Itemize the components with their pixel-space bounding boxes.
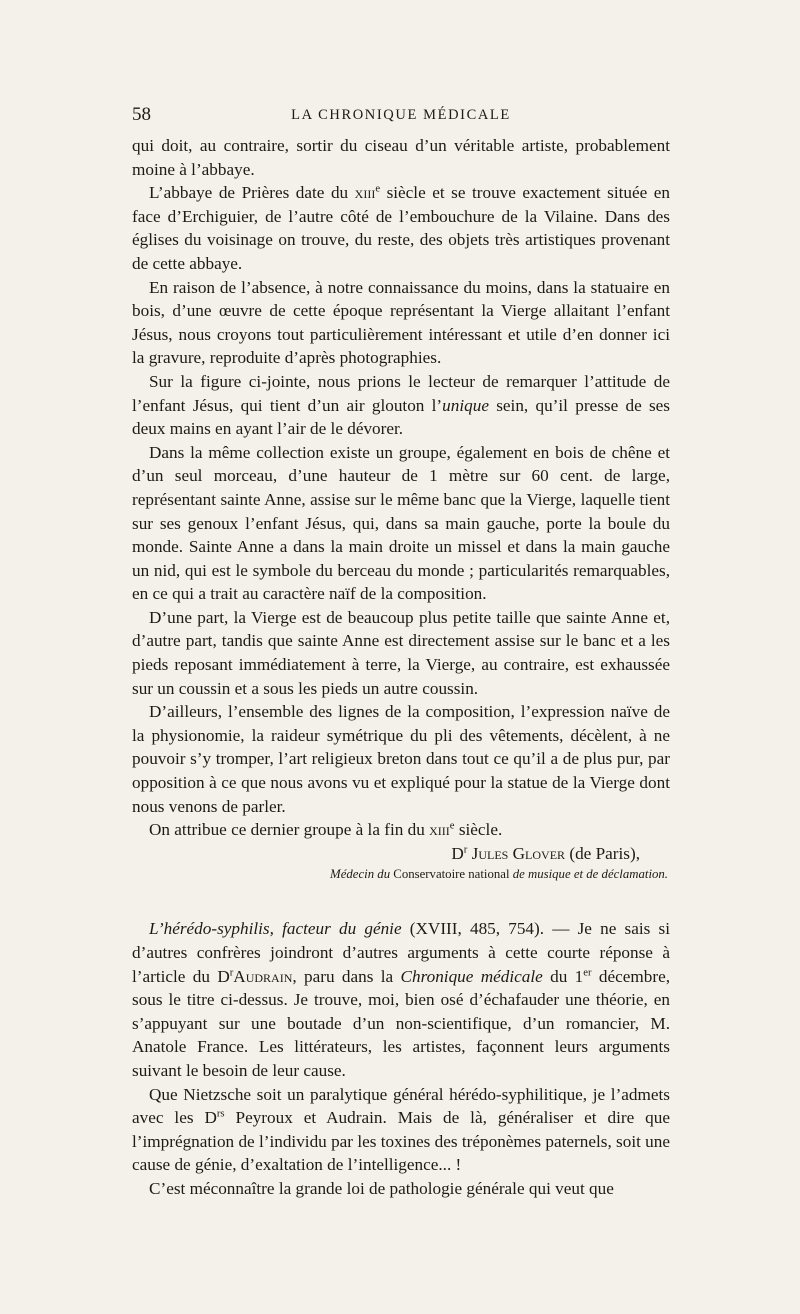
paragraph bbox=[132, 1177, 670, 1201]
paragraph bbox=[132, 441, 670, 606]
paragraph bbox=[132, 818, 670, 842]
author-signature bbox=[132, 842, 670, 866]
paragraph-text: décembre, sous le titre ci-dessus. Je trouve, moi, bien osé d’échafauder une théorie, en s’appuyant sur une boutade d’un non-scientifique, d’un romancier, M. Anatole France. Les littérateurs, les artistes, façonnent leurs arguments suivant le besoin de leur cause. bbox=[132, 966, 671, 1080]
author-affiliation bbox=[132, 865, 670, 883]
paragraph-text: Que Nietzsche soit un paralytique général hérédo-syphilitique, je l’admets avec les D bbox=[132, 1084, 670, 1128]
paragraph bbox=[132, 134, 670, 181]
paragraph-text: siècle et se trouve exactement située en face d’Erchiguier, de l’autre côté de l’embouchure de la Vilaine. Dans des églises du voisinage on trouve, du reste, des objets très artistiques provenant de cette abbaye. bbox=[132, 183, 670, 273]
affiliation-institution: Conservatoire national bbox=[393, 867, 510, 882]
paragraph-text: qui doit, au contraire, sortir du ciseau d’un véritable artiste, probablement moine à l’abbaye. bbox=[132, 136, 670, 179]
superscript: rs bbox=[216, 1108, 225, 1120]
article-opening bbox=[132, 917, 670, 1082]
paragraph-text: C’est méconnaître la grande loi de pathologie générale qui veut que bbox=[149, 1178, 614, 1198]
affiliation-text: de musique et de déclamation. bbox=[509, 867, 668, 882]
author-place: (de Paris), bbox=[565, 843, 640, 863]
page-body bbox=[132, 134, 670, 1201]
journal-title: Chronique médicale bbox=[400, 966, 543, 986]
superscript: r bbox=[463, 844, 468, 856]
paragraph-text: En raison de l’absence, à notre connaissance du moins, dans la statuaire en bois, d’une œuvre de cette époque représentant la Vierge allaitant l’enfant Jésus, nous croyons tout particulièrement intéressant et utile d’en donner ici la gravure, reproduite d’après photographies. bbox=[132, 277, 670, 368]
author-title: D bbox=[451, 843, 464, 863]
paragraph bbox=[132, 181, 670, 275]
paragraph-text: du 1 bbox=[542, 966, 584, 986]
running-title: LA CHRONIQUE MÉDICALE bbox=[291, 107, 511, 123]
century-numeral: xiii bbox=[429, 820, 450, 840]
paragraph-text: , paru dans la bbox=[292, 966, 401, 986]
paragraph-text: Dans la même collection existe un groupe, également en bois de chêne et d’un seul morceau, d’une hauteur de 1 mètre sur 60 cent. de large, représentant sainte Anne, assise sur le même banc que la Vierge, laquelle tient sur ses genoux l’enfant Jésus, qui, dans sa main gauche, porte la boule du monde. Sainte Anne a dans la main droite un missel et dans la main gauche un nid, qui est le symbole du berceau du monde ; particularités remarquables, en ce qui a trait au caractère naïf de la composition. bbox=[132, 442, 670, 604]
cited-author: Audrain bbox=[233, 966, 293, 986]
paragraph-text: L’abbaye de Prières date du bbox=[149, 183, 355, 203]
superscript: r bbox=[229, 966, 234, 978]
paragraph bbox=[132, 370, 670, 441]
paragraph bbox=[132, 700, 670, 818]
paragraph bbox=[132, 276, 670, 370]
page-header bbox=[132, 104, 670, 128]
century-numeral: xiii bbox=[354, 183, 376, 203]
superscript: er bbox=[583, 966, 592, 978]
author-name: Jules Glover bbox=[471, 843, 566, 863]
paragraph bbox=[132, 606, 670, 700]
article-title: L’hérédo-syphilis, facteur du génie bbox=[149, 919, 402, 939]
affiliation-text: Médecin du bbox=[330, 867, 394, 882]
paragraph-text: D’une part, la Vierge est de beaucoup plus petite taille que sainte Anne et, d’autre part, tandis que sainte Anne est directement assise sur le banc et a les pieds reposant immédiatement à terre, la Vierge, au contraire, est exhaussée sur un coussin et a sous les pieds un autre coussin. bbox=[132, 607, 670, 698]
paragraph-text: siècle. bbox=[454, 820, 503, 840]
paragraph-text: (XVIII, 485, 754). — Je ne sais si d’autres confrères joindront d’autres arguments à cette courte réponse à l’article du D bbox=[132, 919, 670, 986]
paragraph-text: D’ailleurs, l’ensemble des lignes de la composition, l’expression naïve de la physionomie, la raideur symétrique du pli des vêtements, décèlent, à ne pouvoir s’y tromper, l’art religieux breton dans tout ce qu’il a de plus pur, par opposition à ce que nous avons vu et expliqué pour la statue de la Vierge dont nous venons de parler. bbox=[132, 702, 670, 816]
paragraph-text: sein, qu’il presse de ses deux mains en ayant l’air de le dévorer. bbox=[132, 395, 670, 439]
paragraph bbox=[132, 1083, 670, 1177]
superscript: e bbox=[449, 820, 455, 832]
superscript: e bbox=[375, 183, 381, 195]
section-spacer bbox=[132, 883, 670, 917]
paragraph-text: Sur la figure ci-jointe, nous prions le lecteur de remarquer l’attitude de l’enfant Jésus, qui tient d’un air glouton l’ bbox=[132, 371, 670, 415]
emphasis: unique bbox=[442, 395, 489, 415]
page-number: 58 bbox=[132, 104, 151, 125]
paragraph-text: On attribue ce dernier groupe à la fin du bbox=[149, 820, 430, 840]
paragraph-text: Peyroux et Audrain. Mais de là, généraliser et dire que l’imprégnation de l’individu par les toxines des tréponèmes paternels, soit une cause de génie, d’exaltation de l’intelligence... ! bbox=[132, 1108, 670, 1175]
